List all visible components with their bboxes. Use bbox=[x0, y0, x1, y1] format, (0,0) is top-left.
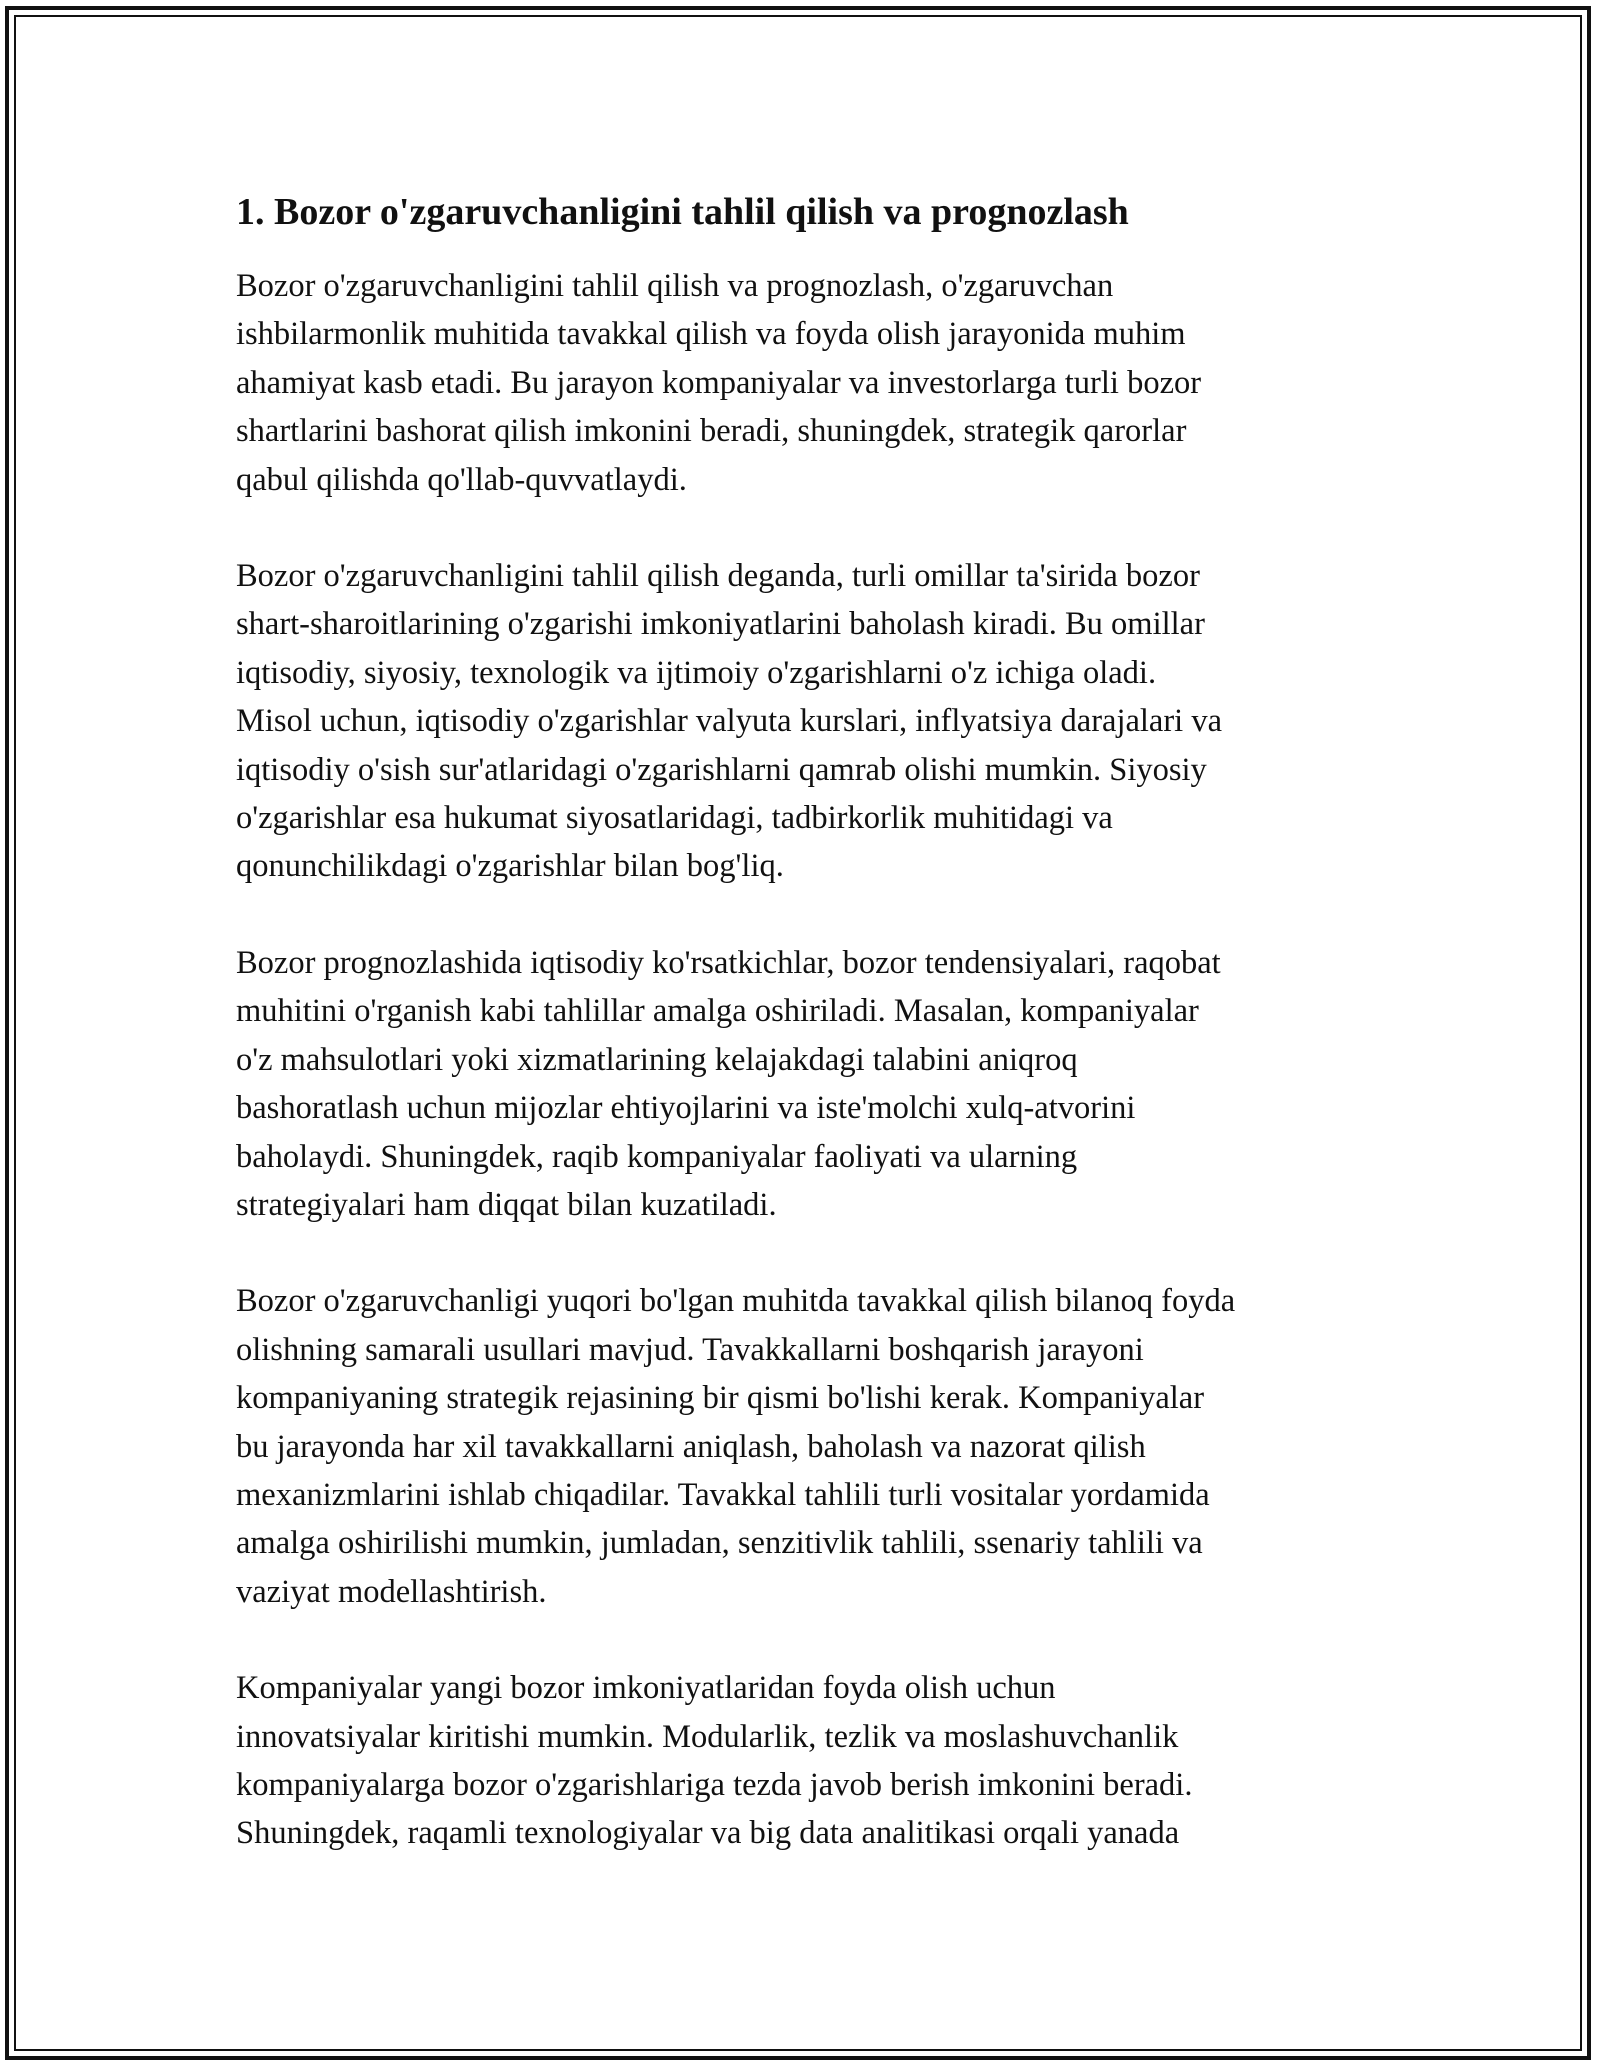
text-line: muhitini o'rganish kabi tahlillar amalga oshiriladi. Masalan, kompaniyalar bbox=[236, 993, 1199, 1030]
text-line: Bozor o'zgaruvchanligini tahlil qilish deganda, turli omillar ta'sirida bozor bbox=[236, 558, 1200, 595]
text-line: olishning samarali usullari mavjud. Tavakkallarni boshqarish jarayoni bbox=[236, 1331, 1144, 1368]
paragraph-4 bbox=[236, 1277, 1376, 1616]
text-line: qonunchilikdagi o'zgarishlar bilan bog'liq. bbox=[236, 848, 784, 885]
paragraph-2 bbox=[236, 552, 1376, 891]
text-line: Shuningdek, raqamli texnologiyalar va big data analitikasi orqali yanada bbox=[236, 1815, 1180, 1852]
text-line: innovatsiyalar kiritishi mumkin. Modularlik, tezlik va moslashuvchanlik bbox=[236, 1718, 1179, 1755]
paragraph-1 bbox=[236, 262, 1376, 504]
text-line: mexanizmlarini ishlab chiqadilar. Tavakkal tahlili turli vositalar yordamida bbox=[236, 1476, 1210, 1513]
text-line: ishbilarmonlik muhitida tavakkal qilish va foyda olish jarayonida muhim bbox=[236, 316, 1186, 353]
paragraph-3 bbox=[236, 939, 1376, 1229]
text-line: ahamiyat kasb etadi. Bu jarayon kompaniyalar va investorlarga turli bozor bbox=[236, 364, 1202, 401]
text-line: iqtisodiy, siyosiy, texnologik va ijtimoiy o'zgarishlarni o'z ichiga oladi. bbox=[236, 654, 1157, 691]
text-line: Misol uchun, iqtisodiy o'zgarishlar valyuta kurslari, inflyatsiya darajalari va bbox=[236, 703, 1223, 740]
text-line: Kompaniyalar yangi bozor imkoniyatlaridan foyda olish uchun bbox=[236, 1670, 1056, 1707]
section-heading: 1. Bozor o'zgaruvchanligini tahlil qilish va prognozlash bbox=[236, 191, 1129, 233]
text-line: Bozor o'zgaruvchanligini tahlil qilish va prognozlash, o'zgaruvchan bbox=[236, 268, 1114, 304]
text-line: Bozor o'zgaruvchanligi yuqori bo'lgan muhitda tavakkal qilish bilanoq foyda bbox=[236, 1283, 1236, 1320]
text-line: o'zgarishlar esa hukumat siyosatlaridagi, tadbirkorlik muhitidagi va bbox=[236, 800, 1113, 837]
text-line: strategiyalari ham diqqat bilan kuzatiladi. bbox=[236, 1186, 777, 1223]
text-line: iqtisodiy o'sish sur'atlaridagi o'zgarishlarni qamrab olishi mumkin. Siyosiy bbox=[236, 751, 1207, 788]
text-line: Bozor prognozlashida iqtisodiy ko'rsatkichlar, bozor tendensiyalari, raqobat bbox=[236, 944, 1221, 981]
text-line: o'z mahsulotlari yoki xizmatlarining kelajakdagi talabini aniqroq bbox=[236, 1041, 1078, 1078]
text-line: shartlarini bashorat qilish imkonini beradi, shuningdek, strategik qarorlar bbox=[236, 413, 1187, 450]
paragraph-5 bbox=[236, 1664, 1376, 1858]
text-line: kompaniyaning strategik rejasining bir qismi bo'lishi kerak. Kompaniyalar bbox=[236, 1380, 1205, 1417]
text-line: vaziyat modellashtirish. bbox=[236, 1573, 547, 1610]
document-body bbox=[236, 188, 1376, 1858]
text-line: qabul qilishda qo'llab-quvvatlaydi. bbox=[236, 461, 687, 498]
text-line: shart-sharoitlarining o'zgarishi imkoniyatlarini baholash kiradi. Bu omillar bbox=[236, 606, 1205, 643]
text-line: amalga oshirilishi mumkin, jumladan, senzitivlik tahlili, ssenariy tahlili va bbox=[236, 1525, 1203, 1562]
text-line: kompaniyalarga bozor o'zgarishlariga tezda javob berish imkonini beradi. bbox=[236, 1766, 1193, 1803]
text-line: bu jarayonda har xil tavakkallarni aniqlash, baholash va nazorat qilish bbox=[236, 1428, 1146, 1465]
text-line: bashoratlash uchun mijozlar ehtiyojlarini va iste'molchi xulq-atvorini bbox=[236, 1090, 1136, 1127]
text-line: baholaydi. Shuningdek, raqib kompaniyalar faoliyati va ularning bbox=[236, 1138, 1078, 1175]
